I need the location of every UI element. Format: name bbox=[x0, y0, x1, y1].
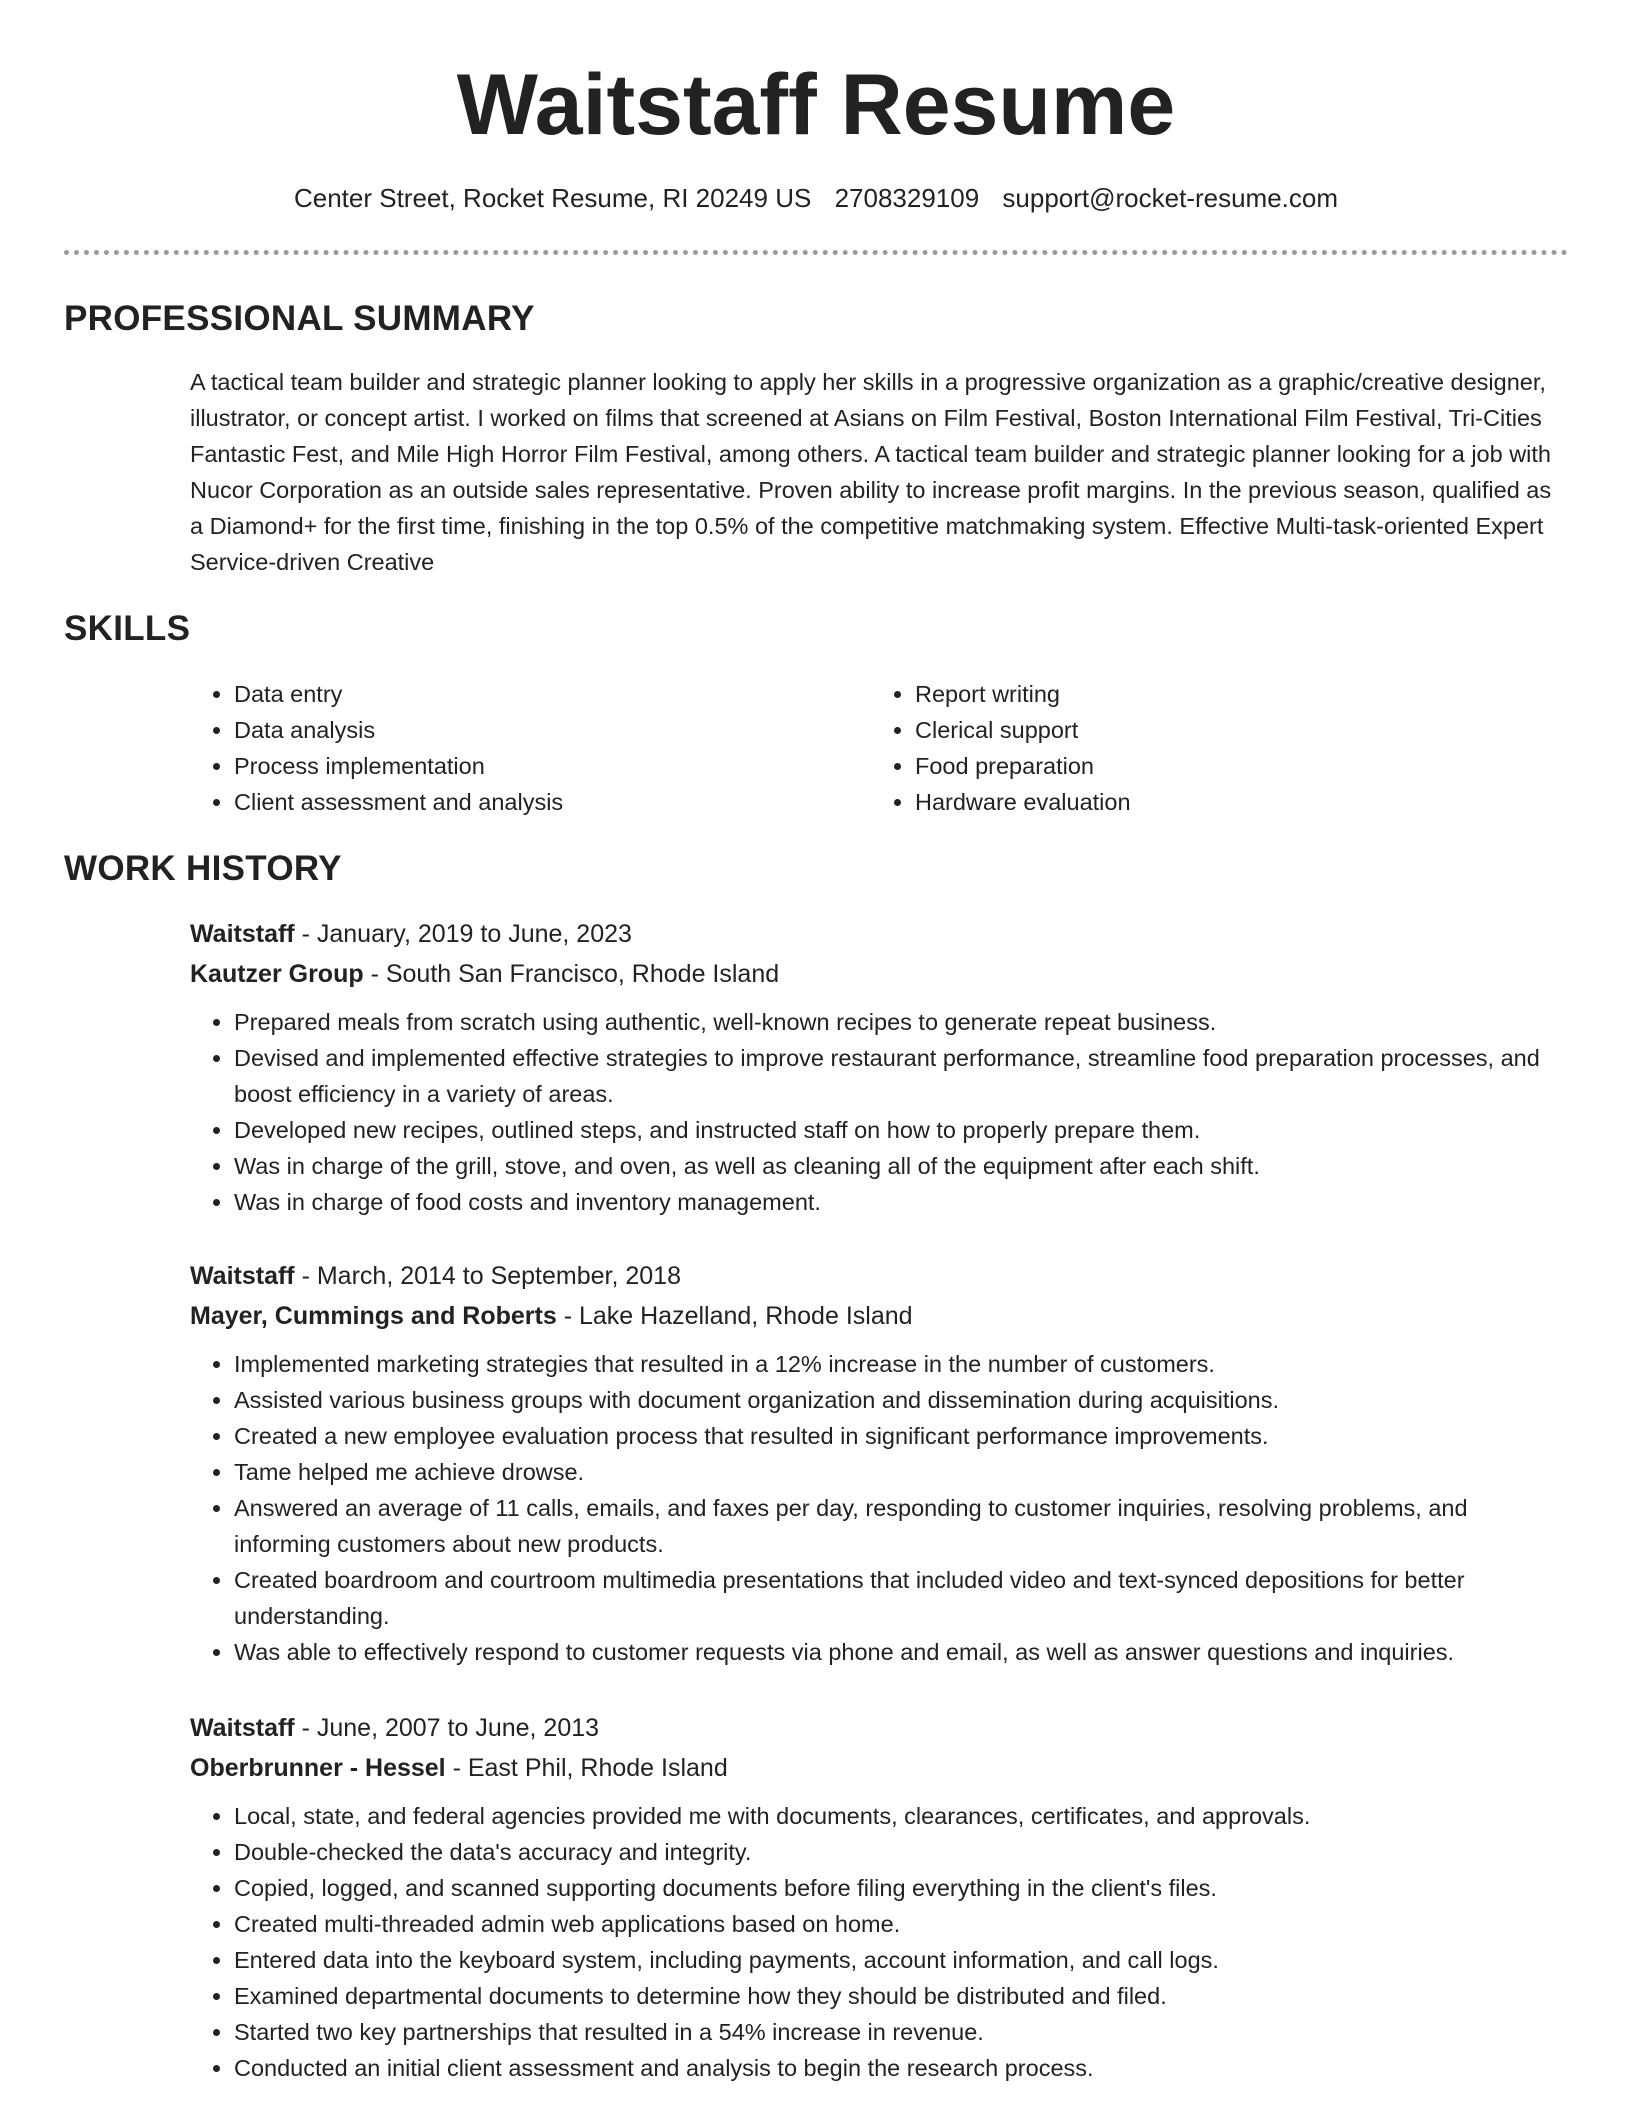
skill-item: • Client assessment and analysis bbox=[234, 784, 871, 820]
job-entry bbox=[190, 1256, 1568, 1670]
job-bullet: • Entered data into the keyboard system, including payments, account information, and call logs. bbox=[234, 1942, 1568, 1978]
job-bullet: • Answered an average of 11 calls, emails, and faxes per day, responding to customer inquiries, resolving problems, and informing customers about new products. bbox=[234, 1490, 1568, 1562]
job-title: Waitstaff bbox=[190, 1262, 295, 1290]
job-bullet: • Double-checked the data's accuracy and integrity. bbox=[234, 1834, 1568, 1870]
job-title-line bbox=[190, 914, 1568, 954]
job-bullet: • Created boardroom and courtroom multimedia presentations that included video and text-synced depositions for better understanding. bbox=[234, 1562, 1568, 1634]
job-title: Waitstaff bbox=[190, 1714, 295, 1742]
job-company-line bbox=[190, 1748, 1568, 1788]
header-divider bbox=[64, 250, 1568, 255]
job-company: Oberbrunner - Hessel bbox=[190, 1754, 446, 1782]
skill-item: • Hardware evaluation bbox=[915, 784, 1552, 820]
job-bullet: • Created multi-threaded admin web applications based on home. bbox=[234, 1906, 1568, 1942]
skill-item: • Report writing bbox=[915, 676, 1552, 712]
job-location: - South San Francisco, Rhode Island bbox=[363, 960, 780, 988]
skill-item: • Food preparation bbox=[915, 748, 1552, 784]
job-company-line bbox=[190, 954, 1568, 994]
job-entry bbox=[190, 914, 1568, 1220]
job-title-line bbox=[190, 1256, 1568, 1296]
job-bullets bbox=[190, 1798, 1568, 2086]
job-bullet: • Developed new recipes, outlined steps, and instructed staff on how to properly prepare them. bbox=[234, 1112, 1568, 1148]
job-bullet: • Conducted an initial client assessment and analysis to begin the research process. bbox=[234, 2050, 1568, 2086]
job-bullet: • Implemented marketing strategies that resulted in a 12% increase in the number of customers. bbox=[234, 1346, 1568, 1382]
contact-address: Center Street, Rocket Resume, RI 20249 US bbox=[293, 183, 812, 213]
resume-title: Waitstaff Resume bbox=[456, 57, 1176, 153]
job-bullet: • Copied, logged, and scanned supporting documents before filing everything in the client's files. bbox=[234, 1870, 1568, 1906]
job-bullet: • Was in charge of the grill, stove, and oven, as well as cleaning all of the equipment after each shift. bbox=[234, 1148, 1568, 1184]
job-bullet: • Devised and implemented effective strategies to improve restaurant performance, streamline food preparation processes, and boost efficiency in a variety of areas. bbox=[234, 1040, 1568, 1112]
job-bullet: • Was in charge of food costs and inventory management. bbox=[234, 1184, 1568, 1220]
skills-column-right bbox=[871, 676, 1552, 820]
job-dates: - January, 2019 to June, 2023 bbox=[294, 920, 632, 948]
job-bullets bbox=[190, 1004, 1568, 1220]
job-location: - Lake Hazelland, Rhode Island bbox=[556, 1302, 913, 1330]
job-entry bbox=[190, 1708, 1568, 2086]
skills-list bbox=[190, 676, 1568, 820]
job-dates: - June, 2007 to June, 2013 bbox=[294, 1714, 600, 1742]
job-bullet: • Created a new employee evaluation process that resulted in significant performance improvements. bbox=[234, 1418, 1568, 1454]
summary-heading: PROFESSIONAL SUMMARY bbox=[64, 299, 535, 338]
contact-phone: 2708329109 bbox=[834, 183, 980, 213]
skill-item: • Data entry bbox=[234, 676, 871, 712]
skill-item: • Data analysis bbox=[234, 712, 871, 748]
skill-item: • Process implementation bbox=[234, 748, 871, 784]
job-bullet: • Started two key partnerships that resulted in a 54% increase in revenue. bbox=[234, 2014, 1568, 2050]
work-history-heading: WORK HISTORY bbox=[64, 849, 342, 888]
job-title-line bbox=[190, 1708, 1568, 1748]
skills-heading: SKILLS bbox=[64, 609, 191, 648]
job-bullet: • Tame helped me achieve drowse. bbox=[234, 1454, 1568, 1490]
job-bullet: • Prepared meals from scratch using authentic, well-known recipes to generate repeat business. bbox=[234, 1004, 1568, 1040]
job-bullets bbox=[190, 1346, 1568, 1670]
job-bullet: • Was able to effectively respond to customer requests via phone and email, as well as answer questions and inquiries. bbox=[234, 1634, 1568, 1670]
job-title: Waitstaff bbox=[190, 920, 295, 948]
job-bullet: • Assisted various business groups with document organization and dissemination during acquisitions. bbox=[234, 1382, 1568, 1418]
skill-item: • Clerical support bbox=[915, 712, 1552, 748]
contact-line bbox=[0, 178, 1632, 218]
job-company-line bbox=[190, 1296, 1568, 1336]
job-location: - East Phil, Rhode Island bbox=[445, 1754, 728, 1782]
summary-text: A tactical team builder and strategic planner looking to apply her skills in a progressive organization as a graphic/creative designer, illustrator, or concept artist. I worked on films that screened at Asians on Film Festival, Boston International Film Festival, Tri-Cities Fantastic Fest, and Mile High Horror Film Festival, among others. A tactical team builder and strategic planner looking for a job with Nucor Corporation as an outside sales representative. Proven ability to increase profit margins. In the previous season, qualified as a Diamond+ for the first time, finishing in the top 0.5% of the competitive matchmaking system. Effective Multi-task-oriented Expert Service-driven Creative bbox=[190, 369, 1552, 575]
job-company: Kautzer Group bbox=[190, 960, 364, 988]
job-dates: - March, 2014 to September, 2018 bbox=[294, 1262, 681, 1290]
job-company: Mayer, Cummings and Roberts bbox=[190, 1302, 557, 1330]
contact-email: support@rocket-resume.com bbox=[1002, 183, 1339, 213]
job-bullet: • Examined departmental documents to determine how they should be distributed and filed. bbox=[234, 1978, 1568, 2014]
job-bullet: • Local, state, and federal agencies provided me with documents, clearances, certificates, and approvals. bbox=[234, 1798, 1568, 1834]
skills-column-left bbox=[190, 676, 871, 820]
